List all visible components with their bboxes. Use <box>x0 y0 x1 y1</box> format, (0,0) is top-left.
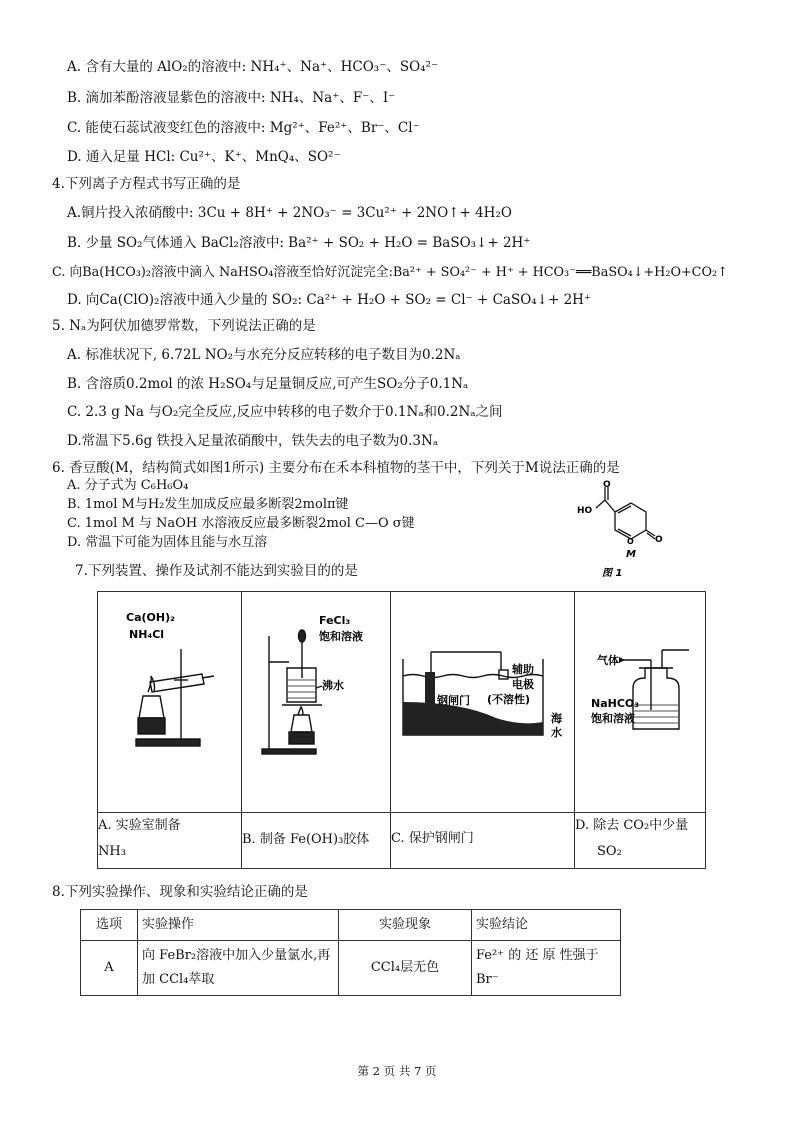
svg-text:饱和溶液: 饱和溶液 <box>591 712 635 725</box>
fe-oh3-colloid-apparatus <box>242 592 390 808</box>
cell-conclusion: Fe²⁺ 的 还 原 性强于Br⁻ <box>472 941 621 996</box>
header-phenomenon: 实验现象 <box>339 910 472 941</box>
apparatus-table <box>97 591 706 869</box>
q6-option-a: A. 分子式为 C₆H₆O₄ <box>67 478 189 493</box>
svg-text:O: O <box>627 537 634 546</box>
q6-option-d: D. 常温下可能为固体且能与水互溶 <box>67 535 268 550</box>
caption-b: B. 制备 Fe(OH)₃胶体 <box>242 813 391 869</box>
svg-text:O: O <box>603 480 611 490</box>
q3-option-b: B. 滴加苯酚溶液显紫色的溶液中: NH₄、Na⁺、F⁻、I⁻ <box>67 90 396 106</box>
svg-text:NH₄Cl: NH₄Cl <box>129 628 165 641</box>
header-operation: 实验操作 <box>138 910 339 941</box>
q5-option-a: A. 标准状况下, 6.72L NO₂与水充分反应转移的电子数目为0.2Nₐ <box>67 347 461 363</box>
q8-stem: 8.下列实验操作、现象和实验结论正确的是 <box>52 884 308 900</box>
svg-text:(不溶性): (不溶性) <box>487 693 531 706</box>
cell-option: A <box>81 941 138 996</box>
q3-option-d: D. 通入足量 HCl: Cu²⁺、K⁺、MnQ₄、SO²⁻ <box>67 149 341 165</box>
q5-option-b: B. 含溶质0.2mol 的浓 H₂SO₄与足量铜反应,可产生SO₂分子0.1Nₐ <box>67 376 469 392</box>
cell-operation: 向 FeBr₂溶液中加入少量氯水,再加 CCl₄萃取 <box>138 941 339 996</box>
caption-d: D. 除去 CO₂中少量 SO₂ <box>575 813 706 869</box>
svg-text:辅助: 辅助 <box>512 663 534 676</box>
figure-caption: 图 1 <box>602 568 623 579</box>
svg-text:水: 水 <box>551 726 562 739</box>
figure-label: M <box>626 549 636 560</box>
q5-stem: 5. Nₐ为阿伏加德罗常数，下列说法正确的是 <box>52 318 316 334</box>
cell-phenomenon: CCl₄层无色 <box>339 941 472 996</box>
header-option: 选项 <box>81 910 138 941</box>
svg-text:HO: HO <box>577 506 593 516</box>
header-conclusion: 实验结论 <box>472 910 621 941</box>
table-row <box>81 941 621 996</box>
q4-stem: 4.下列离子方程式书写正确的是 <box>52 176 241 192</box>
svg-text:气体: 气体 <box>597 654 619 667</box>
apparatus-c-cell <box>391 592 575 813</box>
apparatus-d-cell <box>575 592 706 813</box>
nh3-preparation-apparatus <box>98 592 241 808</box>
svg-text:钢闸门: 钢闸门 <box>437 694 470 707</box>
molecule-structure-figure <box>575 478 665 583</box>
q6-option-c: C. 1mol M 与 NaOH 水溶液反应最多断裂2mol C—O σ键 <box>67 516 415 531</box>
caption-a: A. 实验室制备 NH₃ <box>98 813 242 869</box>
q5-option-c: C. 2.3 g Na 与O₂完全反应,反应中转移的电子数介于0.1Nₐ和0.2Nₐ之间 <box>67 404 503 420</box>
q4-option-a: A.铜片投入浓硝酸中: 3Cu + 8H⁺ + 2NO₃⁻ = 3Cu²⁺ + 2NO↑+ 4H₂O <box>67 205 512 221</box>
svg-text:O: O <box>655 535 663 545</box>
q7-stem: 7.下列装置、操作及试剂不能达到实验目的的是 <box>75 563 358 579</box>
q6-stem: 6. 香豆酸(M，结构简式如图1所示) 主要分布在禾本科植物的茎干中，下列关于M说法正确的是 <box>52 460 620 476</box>
apparatus-b-cell <box>242 592 391 813</box>
q4-option-b: B. 少量 SO₂气体通入 BaCl₂溶液中: Ba²⁺ + SO₂ + H₂O = BaSO₃↓+ 2H⁺ <box>67 235 531 251</box>
q3-option-c: C. 能使石蕊试液变红色的溶液中: Mg²⁺、Fe²⁺、Br⁻、Cl⁻ <box>67 120 420 136</box>
svg-text:Ca(OH)₂: Ca(OH)₂ <box>126 611 175 624</box>
svg-text:NaHCO₃: NaHCO₃ <box>591 697 640 710</box>
svg-text:海: 海 <box>551 712 562 725</box>
svg-text:饱和溶液: 饱和溶液 <box>319 630 363 643</box>
svg-text:电极: 电极 <box>512 678 534 691</box>
q6-option-b: B. 1mol M与H₂发生加成反应最多断裂2molπ键 <box>67 497 349 512</box>
q4-option-c: C. 向Ba(HCO₃)₂溶液中滴入 NaHSO₄溶液至恰好沉淀完全:Ba²⁺ + SO₄²⁻ + H⁺ + HCO₃⁻══BaSO₄↓+H₂O+CO₂↑ <box>52 265 728 280</box>
apparatus-a-cell <box>98 592 242 813</box>
svg-text:FeCl₃: FeCl₃ <box>319 614 351 627</box>
q5-option-d: D.常温下5.6g 铁投入足量浓硝酸中，铁失去的电子数为0.3Nₐ <box>67 433 439 449</box>
caption-c: C. 保护钢闸门 <box>391 813 575 869</box>
svg-text:沸水: 沸水 <box>322 679 344 692</box>
results-table <box>80 909 621 996</box>
page-footer: 第 2 页 共 7 页 <box>357 1064 437 1078</box>
q4-option-d: D. 向Ca(ClO)₂溶液中通入少量的 SO₂: Ca²⁺ + H₂O + SO₂ = Cl⁻ + CaSO₄↓+ 2H⁺ <box>67 292 592 308</box>
gas-washing-bottle-apparatus <box>575 592 705 808</box>
steel-gate-protection-apparatus <box>391 592 574 808</box>
q3-option-a: A. 含有大量的 AlO₂的溶液中: NH₄⁺、Na⁺、HCO₃⁻、SO₄²⁻ <box>67 59 439 75</box>
